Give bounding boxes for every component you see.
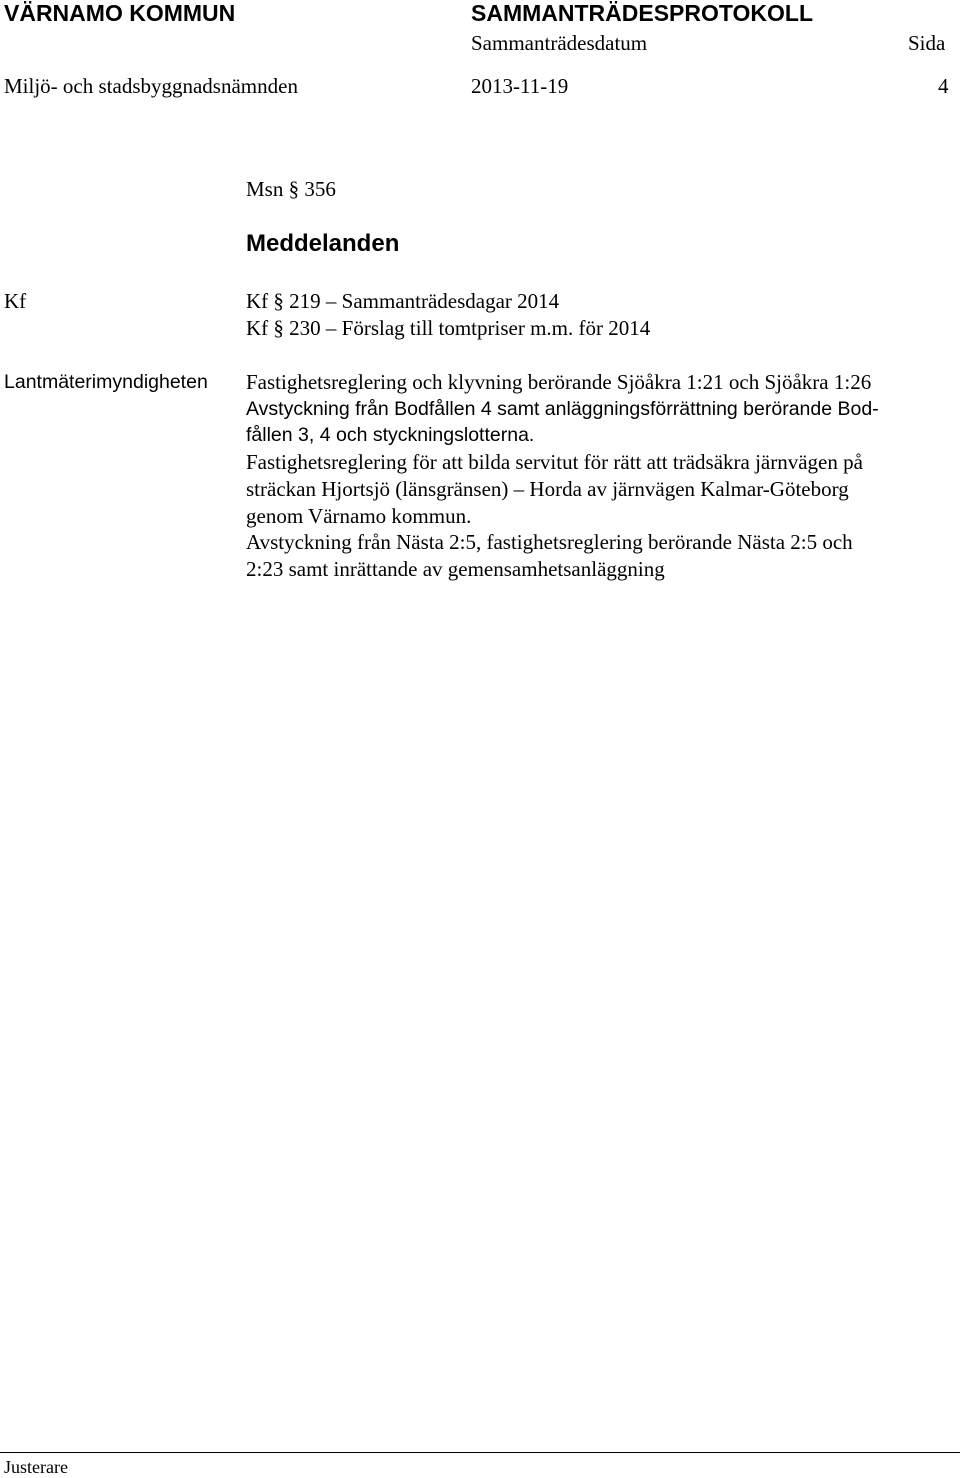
message-item: 2:23 samt inrättande av gemensamhetsanläggning [246, 557, 665, 581]
message-item: Fastighetsreglering för att bilda servitut för rätt att trädsäkra järnvägen på [246, 450, 863, 474]
meeting-date: 2013-11-19 [471, 74, 569, 98]
sender-label: Kf [4, 289, 27, 313]
committee-name: Miljö- och stadsbyggnadsnämnden [4, 74, 298, 98]
page-number: 4 [938, 74, 949, 98]
message-item: Kf § 230 – Förslag till tomtpriser m.m. för 2014 [246, 316, 651, 340]
message-item: sträckan Hjortsjö (länsgränsen) – Horda av järnvägen Kalmar-Göteborg [246, 477, 849, 501]
message-item: fållen 3, 4 och styckningslotterna. [246, 424, 535, 446]
message-item: Avstyckning från Bodfållen 4 samt anläggningsförrättning berörande Bod- [246, 398, 879, 420]
message-item: Kf § 219 – Sammanträdesdagar 2014 [246, 289, 560, 313]
message-item: Fastighetsreglering och klyvning berörande Sjöåkra 1:21 och Sjöåkra 1:26 [246, 370, 872, 394]
document-type: SAMMANTRÄDESPROTOKOLL [471, 0, 814, 26]
message-item: Avstyckning från Nästa 2:5, fastighetsreglering berörande Nästa 2:5 och [246, 530, 853, 554]
message-item: genom Värnamo kommun. [246, 504, 472, 528]
sender-label: Lantmäterimyndigheten [4, 371, 208, 393]
footer-divider [0, 1452, 960, 1453]
case-reference: Msn § 356 [246, 177, 336, 201]
section-heading: Meddelanden [246, 230, 400, 257]
meeting-date-label: Sammanträdesdatum [471, 31, 648, 55]
footer-signature-label: Justerare [4, 1457, 68, 1477]
page-label: Sida [908, 31, 946, 55]
organization-name: VÄRNAMO KOMMUN [4, 0, 236, 26]
